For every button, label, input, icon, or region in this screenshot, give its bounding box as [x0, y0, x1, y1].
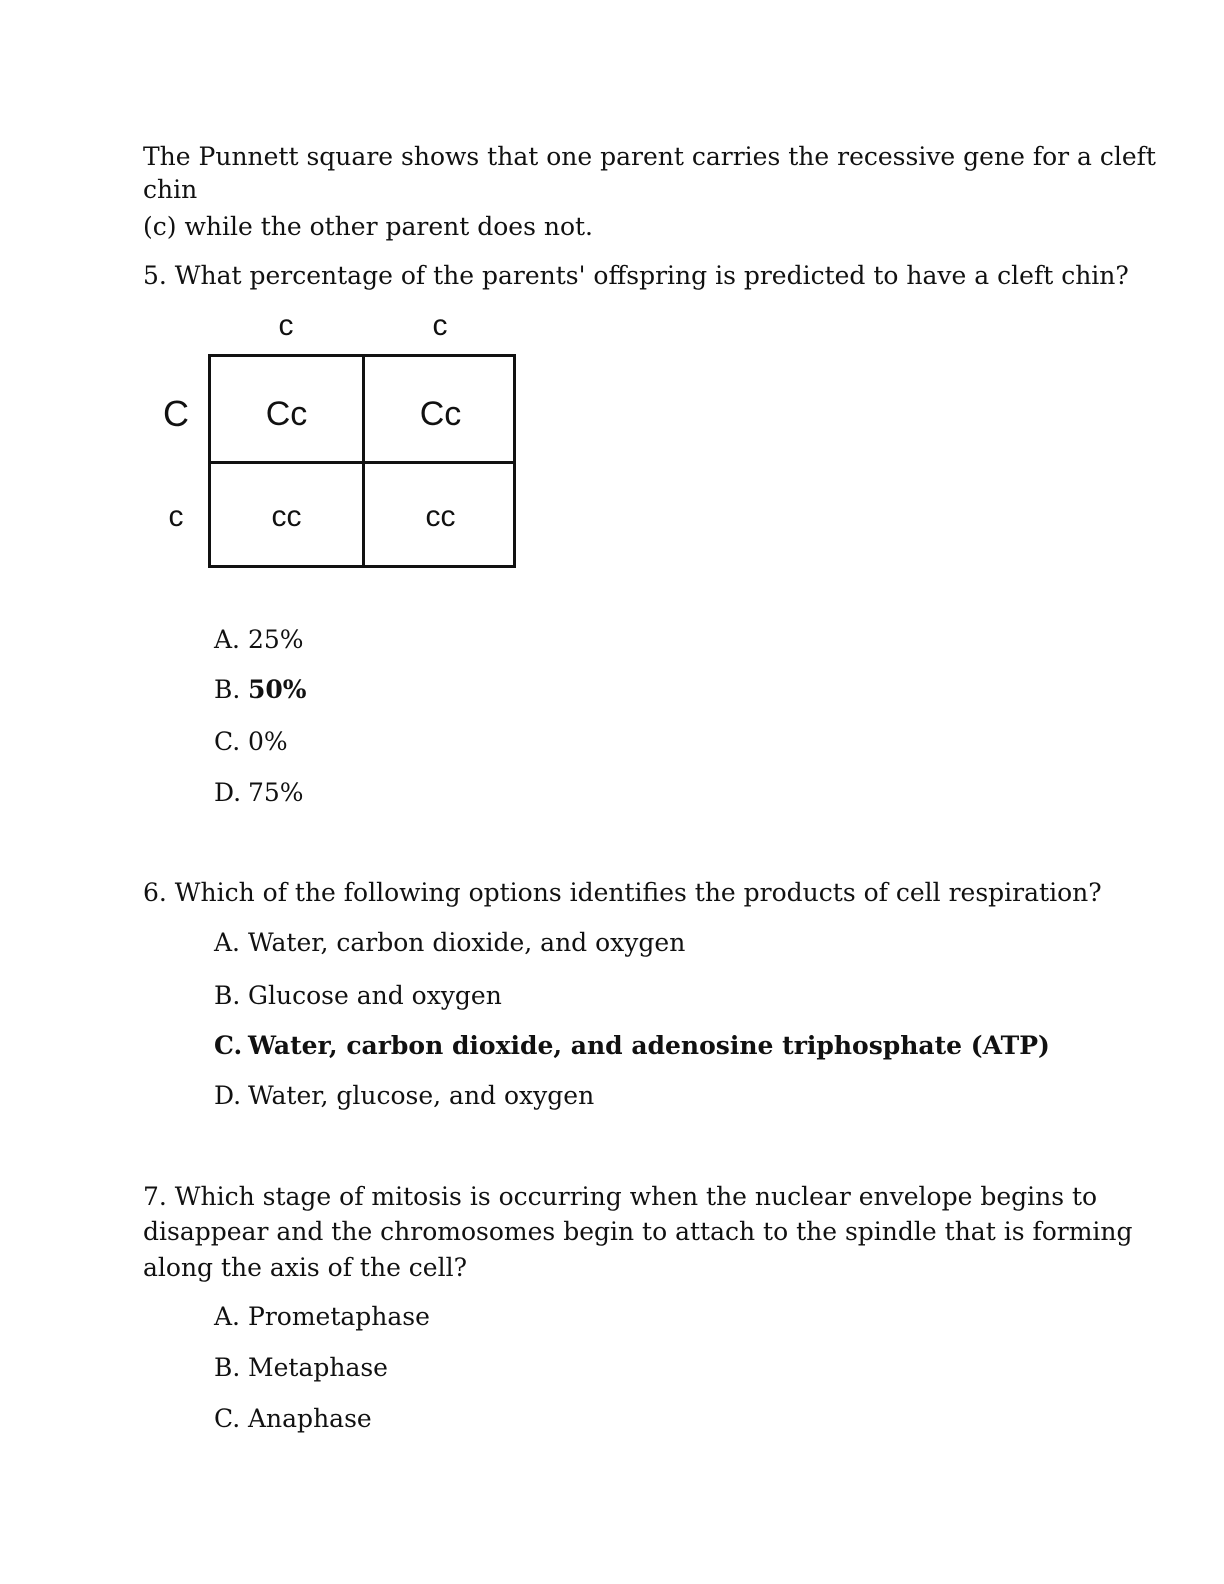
- option-text: Water, carbon dioxide, and oxygen: [248, 928, 686, 957]
- q7-option-c: [214, 1403, 372, 1435]
- option-letter: C.: [214, 727, 241, 756]
- intro-line-2: chin: [143, 175, 198, 204]
- option-text: 75%: [248, 778, 304, 807]
- punnett-cell: Cc: [419, 395, 462, 433]
- option-letter: B.: [214, 675, 241, 704]
- punnett-cell: cc: [425, 500, 456, 533]
- option-text-correct: Water, carbon dioxide, and adenosine triphosphate (ATP): [248, 1031, 1050, 1060]
- q6-option-d: [214, 1080, 594, 1112]
- q6-option-a: [214, 927, 685, 959]
- punnett-side-allele-1: C: [163, 393, 189, 434]
- punnett-top-allele-2: c: [432, 309, 448, 342]
- option-letter: A.: [214, 1302, 241, 1331]
- option-text: Metaphase: [248, 1353, 388, 1382]
- question-5: 5. What percentage of the parents' offspring is predicted to have a cleft chin?: [143, 261, 1129, 290]
- option-letter: A.: [214, 928, 241, 957]
- intro-line-1: The Punnett square shows that one parent carries the recessive gene for a cleft: [143, 142, 1156, 171]
- q7-option-a: [214, 1301, 430, 1333]
- option-text-correct: 50%: [248, 675, 307, 704]
- question-7-line-2: disappear and the chromosomes begin to attach to the spindle that is forming: [143, 1217, 1133, 1246]
- option-letter: C.: [214, 1031, 243, 1060]
- question-7-line-1: 7. Which stage of mitosis is occurring when the nuclear envelope begins to: [143, 1182, 1098, 1211]
- option-text: Glucose and oxygen: [248, 981, 502, 1010]
- q6-option-c: [214, 1030, 1050, 1062]
- punnett-top-allele-1: c: [278, 309, 294, 342]
- q5-option-c: [214, 726, 288, 758]
- q5-option-d: [214, 777, 304, 809]
- option-letter: A.: [214, 625, 241, 654]
- punnett-side-allele-2: c: [168, 500, 184, 533]
- option-text: 25%: [248, 625, 304, 654]
- option-text: 0%: [248, 727, 288, 756]
- question-6: 6. Which of the following options identifies the products of cell respiration?: [143, 878, 1102, 907]
- option-letter: D.: [214, 1081, 242, 1110]
- punnett-cell: Cc: [265, 395, 308, 433]
- punnett-square: [150, 305, 550, 585]
- option-text: Anaphase: [248, 1404, 372, 1433]
- q7-option-b: [214, 1352, 388, 1384]
- option-letter: B.: [214, 981, 241, 1010]
- punnett-grid: [208, 354, 516, 568]
- q6-option-b: [214, 980, 502, 1012]
- punnett-divider-horizontal: [211, 461, 513, 464]
- intro-line-3: (c) while the other parent does not.: [143, 212, 593, 241]
- punnett-cell: cc: [271, 500, 302, 533]
- option-letter: D.: [214, 778, 242, 807]
- option-text: Prometaphase: [248, 1302, 430, 1331]
- q5-option-a: [214, 624, 304, 656]
- option-text: Water, glucose, and oxygen: [248, 1081, 595, 1110]
- question-7-line-3: along the axis of the cell?: [143, 1253, 467, 1282]
- option-letter: B.: [214, 1353, 241, 1382]
- option-letter: C.: [214, 1404, 241, 1433]
- q5-option-b: [214, 674, 307, 706]
